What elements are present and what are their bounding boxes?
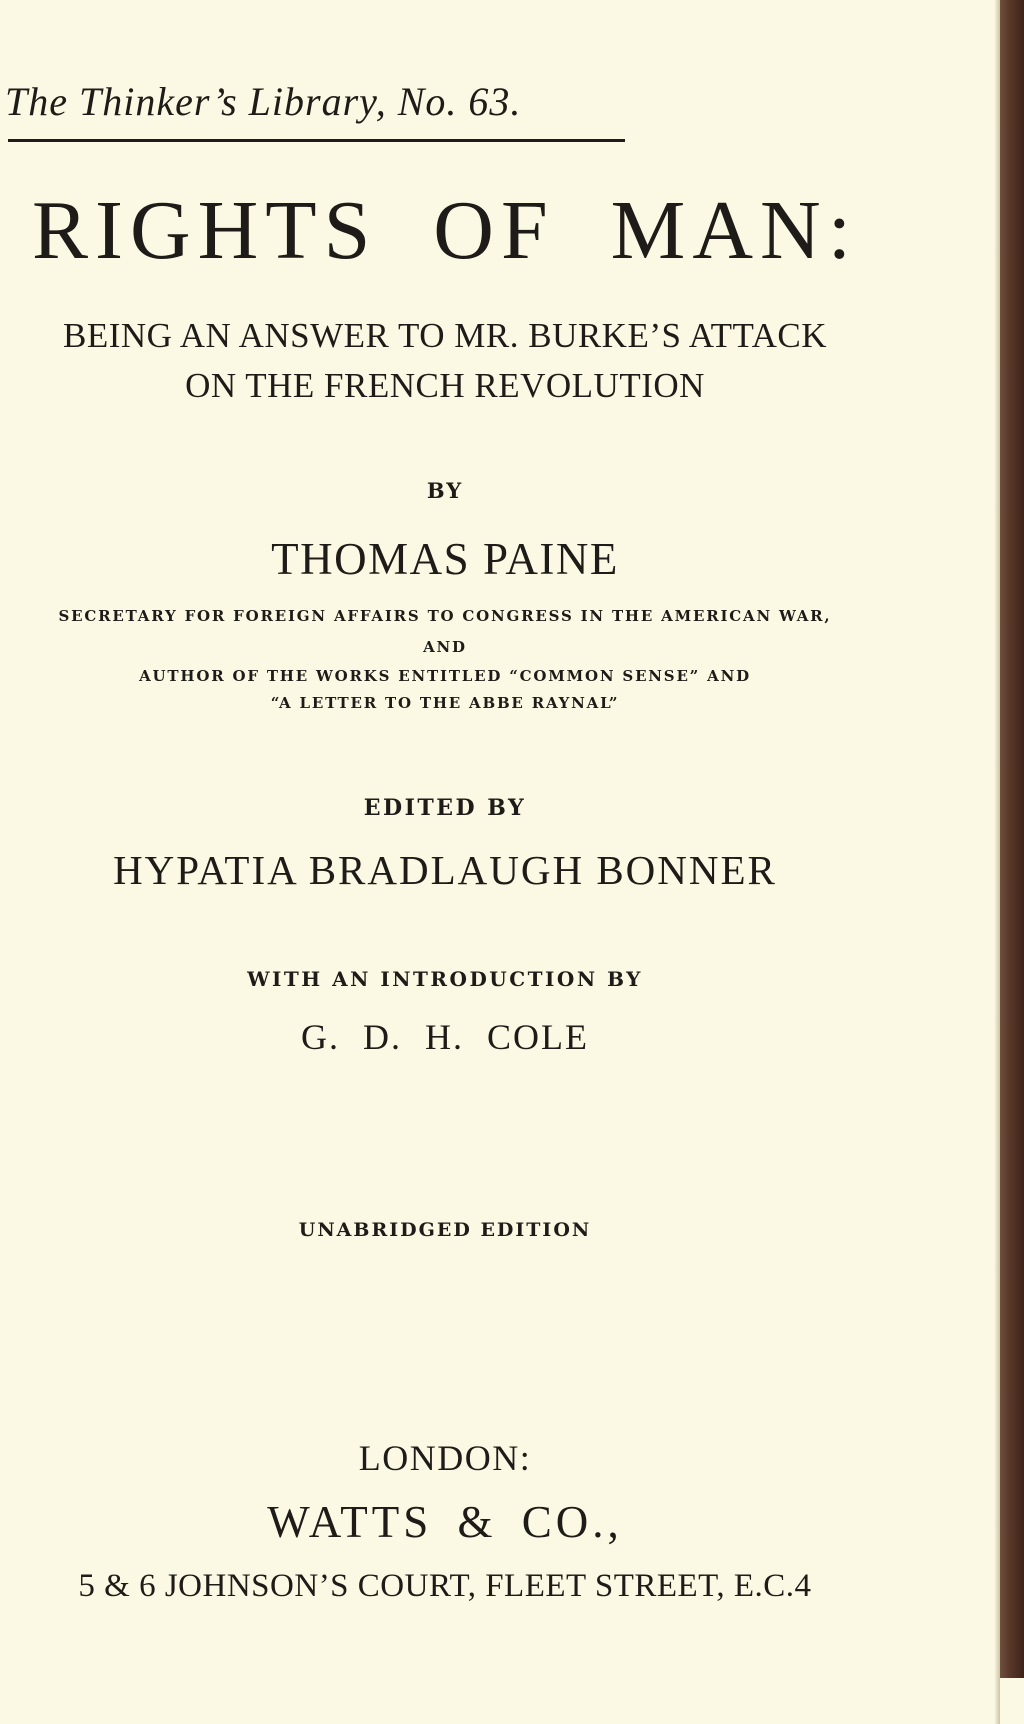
edition-label: UNABRIDGED EDITION [298,1219,592,1241]
author-name: THOMAS PAINE [271,534,619,584]
book-title: RIGHTS OF MAN: [31,184,859,277]
subtitle-line-1: BEING AN ANSWER TO MR. BURKE’S ATTACK [62,316,828,355]
introduction-author-name: G. D. H. COLE [301,1017,589,1057]
series-title: The Thinker’s Library, No. 63. [5,79,522,124]
imprint-publisher: WATTS & CO., [267,1497,623,1547]
author-credential-line: SECRETARY FOR FOREIGN AFFAIRS TO CONGRESS IN THE AMERICAN WAR, [58,607,832,625]
book-spine-edge [1000,0,1024,1724]
page-corner [1000,1678,1024,1724]
editor-name: HYPATIA BRADLAUGH BONNER [113,847,777,893]
imprint-address: 5 & 6 JOHNSON’S COURT, FLEET STREET, E.C.4 [78,1568,812,1604]
series-underline [8,139,625,142]
imprint-city: LONDON: [358,1438,532,1478]
edited-by-label: EDITED BY [363,795,527,821]
author-credential-line: “A LETTER TO THE ABBE RAYNAL” [270,694,620,712]
author-credential-line: AUTHOR OF THE WORKS ENTITLED “COMMON SENSE” AND [139,667,751,685]
by-label: BY [426,478,464,503]
introduction-by-label: WITH AN INTRODUCTION BY [247,967,643,991]
author-credential-line: AND [423,638,467,656]
subtitle-line-2: ON THE FRENCH REVOLUTION [185,366,705,405]
